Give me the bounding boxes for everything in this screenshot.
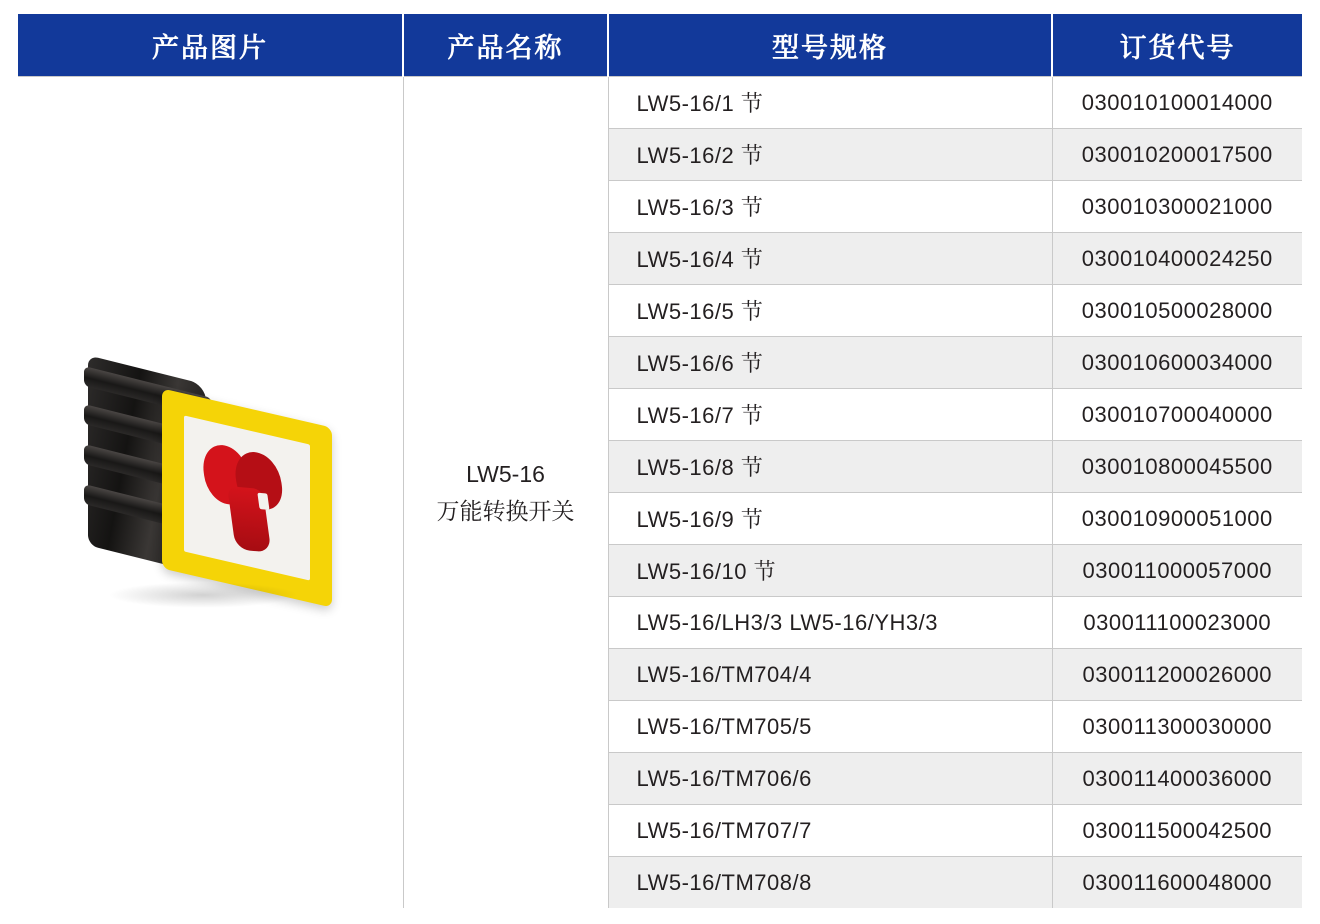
- cell-code: 030011600048000: [1052, 857, 1302, 909]
- cell-model: LW5-16/TM708/8: [608, 857, 1052, 909]
- cell-model: LW5-16/TM706/6: [608, 753, 1052, 805]
- cell-code: 030011100023000: [1052, 597, 1302, 649]
- cell-code: 030011500042500: [1052, 805, 1302, 857]
- column-header-name: 产品名称: [403, 14, 608, 77]
- cell-code: 030011200026000: [1052, 649, 1302, 701]
- cell-code: 030010900051000: [1052, 493, 1302, 545]
- table-header: [18, 14, 1302, 77]
- cell-model: LW5-16/TM707/7: [608, 805, 1052, 857]
- cell-code: 030010500028000: [1052, 285, 1302, 337]
- cell-code: 030011400036000: [1052, 753, 1302, 805]
- cell-model: LW5-16/LH3/3 LW5-16/YH3/3: [608, 597, 1052, 649]
- column-header-code: 订货代号: [1052, 14, 1302, 77]
- product-name-line2: 万能转换开关: [436, 497, 575, 524]
- switch-knob: [199, 443, 298, 549]
- cell-model: LW5-16/5 节: [608, 285, 1052, 337]
- product-spec-table: [18, 14, 1302, 908]
- cell-code: 030010300021000: [1052, 181, 1302, 233]
- cell-code: 030010700040000: [1052, 389, 1302, 441]
- column-header-image: 产品图片: [18, 14, 403, 77]
- cell-code: 030010100014000: [1052, 77, 1302, 129]
- cell-model: LW5-16/10 节: [608, 545, 1052, 597]
- cell-code: 030011300030000: [1052, 701, 1302, 753]
- cell-code: 030010600034000: [1052, 337, 1302, 389]
- cell-model: LW5-16/3 节: [608, 181, 1052, 233]
- cell-model: LW5-16/TM704/4: [608, 649, 1052, 701]
- table-body: [18, 77, 1302, 909]
- table-row: [18, 77, 1302, 129]
- column-header-model: 型号规格: [608, 14, 1052, 77]
- cell-model: LW5-16/TM705/5: [608, 701, 1052, 753]
- cell-model: LW5-16/8 节: [608, 441, 1052, 493]
- knob-notch: [257, 492, 269, 509]
- table-header-row: [18, 14, 1302, 77]
- cell-code: 030011000057000: [1052, 545, 1302, 597]
- product-name-line1: LW5-16: [466, 460, 545, 487]
- cell-code: 030010400024250: [1052, 233, 1302, 285]
- product-shadow: [108, 582, 298, 608]
- cell-model: LW5-16/2 节: [608, 129, 1052, 181]
- cell-model: LW5-16/1 节: [608, 77, 1052, 129]
- product-image-cell: [18, 77, 403, 909]
- cell-model: LW5-16/9 节: [608, 493, 1052, 545]
- cell-code: 030010200017500: [1052, 129, 1302, 181]
- cell-code: 030010800045500: [1052, 441, 1302, 493]
- cell-model: LW5-16/4 节: [608, 233, 1052, 285]
- cell-model: LW5-16/7 节: [608, 389, 1052, 441]
- rotary-switch-icon: [78, 328, 343, 658]
- product-name-cell: [403, 77, 608, 909]
- cell-model: LW5-16/6 节: [608, 337, 1052, 389]
